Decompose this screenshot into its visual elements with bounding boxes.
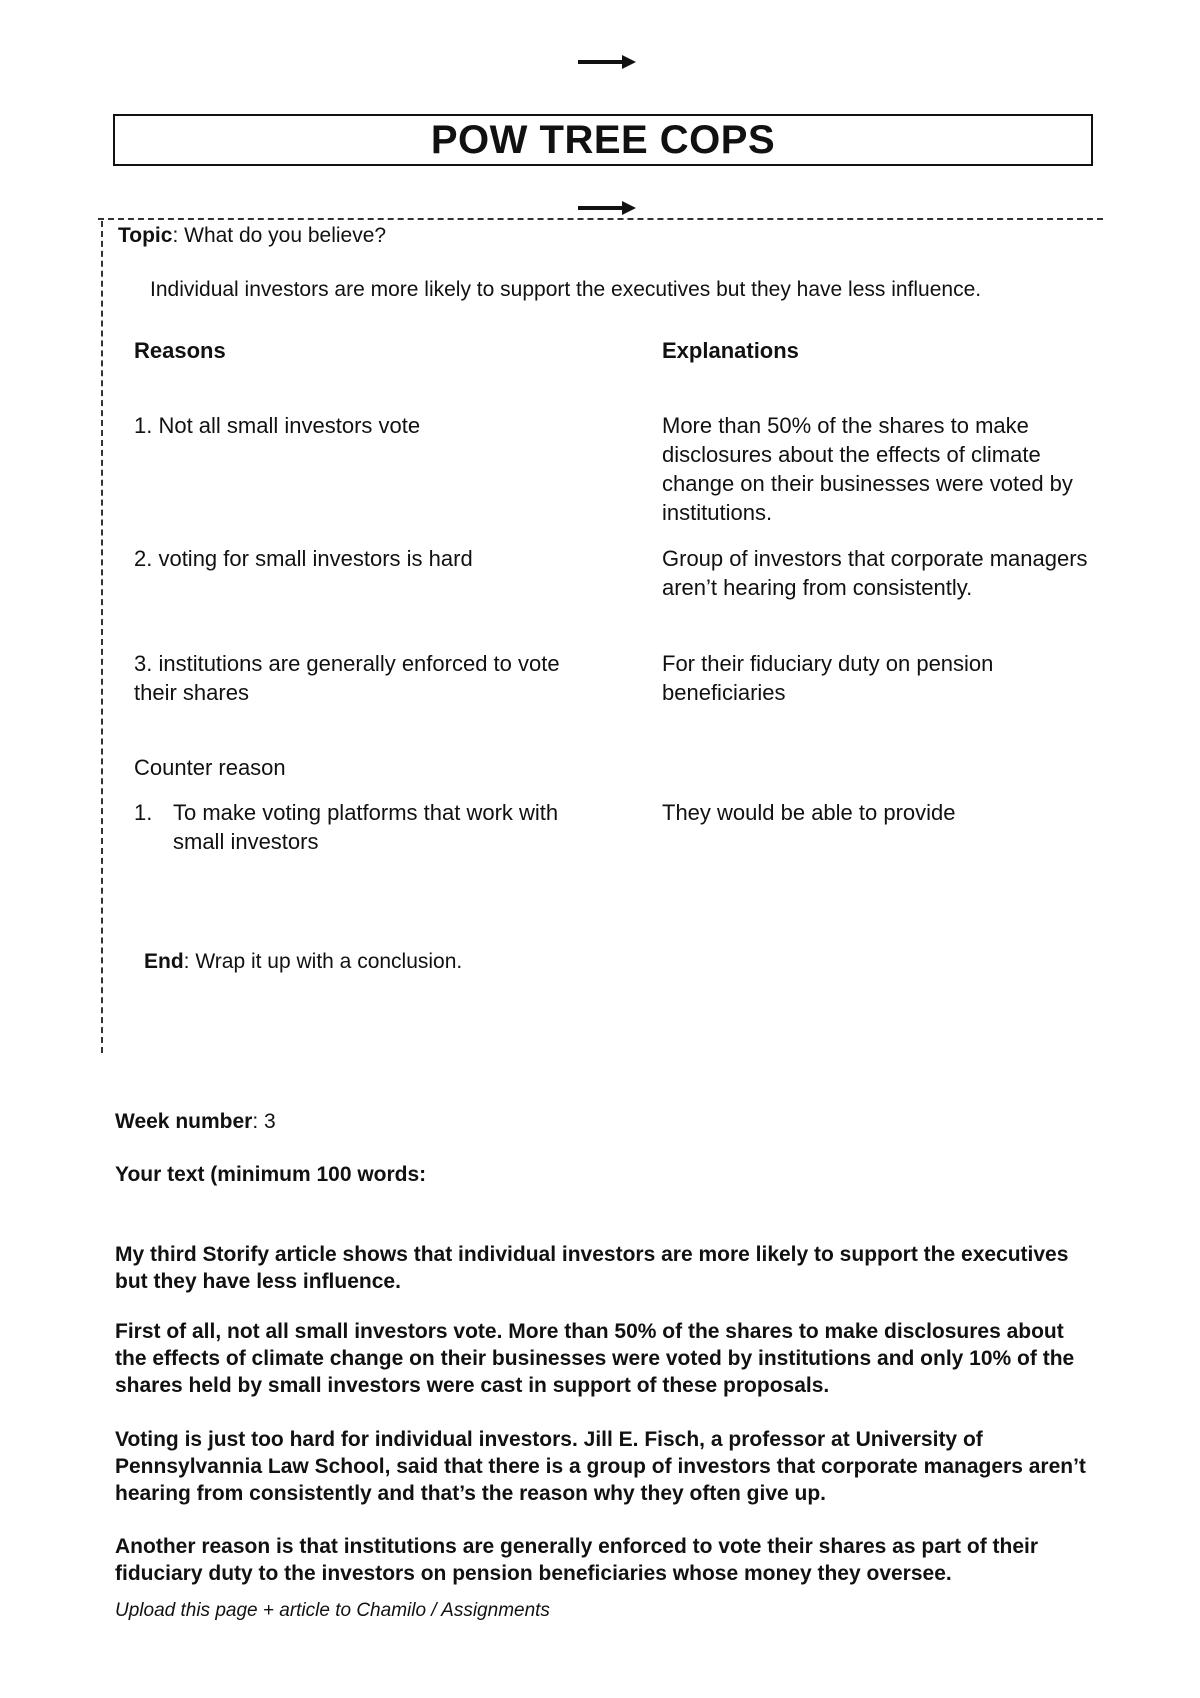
thesis-statement: Individual investors are more likely to support the executives but they have less influence. [150, 278, 982, 301]
paragraph-2: First of all, not all small investors vote. More than 50% of the shares to make disclosures about the effects of climate change on their businesses were voted by institutions and only 10% of the shares held by small investors were cast in support of these proposals. [115, 1320, 1075, 1397]
counter-reason-label: Counter reason [134, 755, 286, 780]
paragraph-4: Another reason is that institutions are generally enforced to vote their shares as part of their fiduciary duty to the investors on pension beneficiaries whose money they oversee. [115, 1535, 1039, 1585]
counter-reason-1: To make voting platforms that work with small investors [173, 800, 559, 854]
organizer-top-border [98, 218, 1103, 220]
week-value: : 3 [252, 1110, 276, 1133]
page-title [113, 114, 1093, 166]
reason-3: 3. institutions are generally enforced to vote their shares [134, 651, 560, 705]
end-label: End [144, 950, 184, 973]
topic-prompt: : What do you believe? [172, 224, 387, 247]
middle-arrow-icon [578, 198, 638, 218]
text-label: Your text (minimum 100 words: [115, 1163, 427, 1186]
top-arrow-icon [578, 52, 638, 72]
explanations-header: Explanations [662, 338, 799, 363]
explanation-1: More than 50% of the shares to make disclosures about the effects of climate change on their businesses were voted by institutions. [662, 413, 1073, 525]
explanation-2: Group of investors that corporate managers aren’t hearing from consistently. [662, 546, 1088, 600]
title-text: POW TREE COPS [430, 117, 776, 162]
counter-explanation-1: They would be able to provide [662, 800, 956, 825]
week-line [115, 1108, 276, 1135]
reasons-header: Reasons [134, 338, 226, 363]
counter-reason-number: 1. [134, 800, 153, 825]
organizer-left-border [101, 221, 103, 1053]
week-label: Week number [115, 1110, 253, 1133]
reason-2: 2. voting for small investors is hard [134, 546, 473, 571]
topic-line [118, 222, 386, 249]
paragraph-1: My third Storify article shows that individual investors are more likely to support the executives but they have less influence. [115, 1243, 1069, 1293]
explanation-3: For their fiduciary duty on pension beneficiaries [662, 651, 994, 705]
end-prompt: : Wrap it up with a conclusion. [183, 950, 463, 973]
topic-label: Topic [118, 224, 173, 247]
end-line [144, 948, 462, 975]
footer-note: Upload this page + article to Chamilo / Assignments [115, 1600, 550, 1621]
reason-1: 1. Not all small investors vote [134, 413, 421, 438]
paragraph-3: Voting is just too hard for individual investors. Jill E. Fisch, a professor at University of Pennsylvannia Law School, said that there is a group of investors that corporate managers aren’t hearing from consistently and that’s the reason why they often give up. [115, 1428, 1086, 1505]
